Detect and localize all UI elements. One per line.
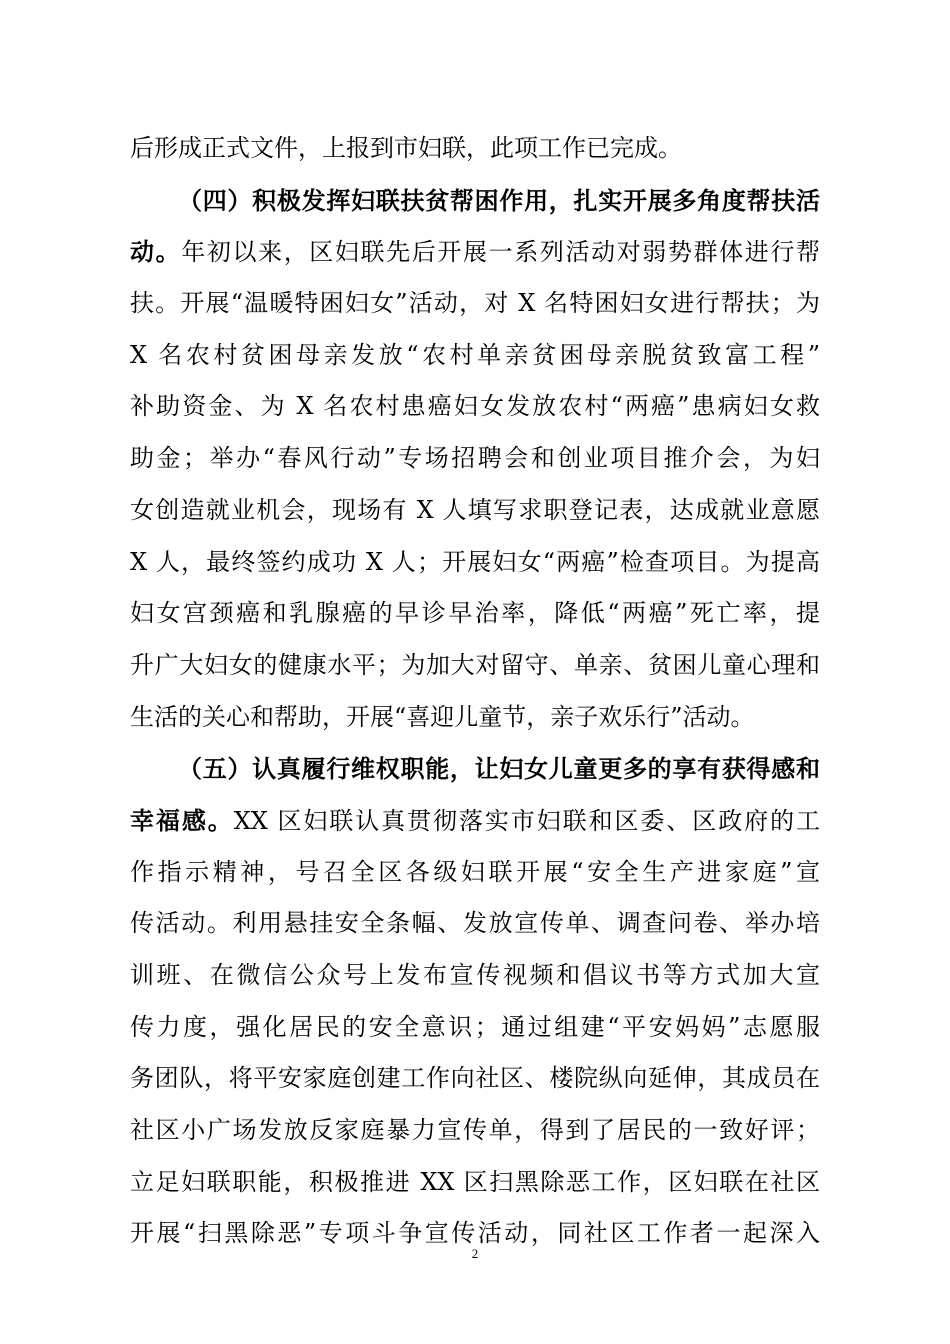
paragraph-line: 生活的关心和帮助，开展“喜迎儿童节，亲子欢乐行”活动。 bbox=[130, 702, 755, 731]
paragraph-line: X 人，最终签约成功 X 人；开展妇女“两癌”检查项目。为提高 bbox=[130, 547, 820, 576]
paragraph-text: 年初以来，区妇联先后开展一系列活动对弱势群体进行帮 bbox=[181, 238, 821, 267]
paragraph-line: X 名农村贫困母亲发放“农村单亲贫困母亲脱贫致富工程” bbox=[130, 340, 820, 369]
document-body bbox=[130, 123, 820, 1260]
section-heading-four-end: 动。 bbox=[130, 237, 182, 267]
paragraph-line: 务团队，将平安家庭创建工作向社区、楼院纵向延伸，其成员在 bbox=[130, 1064, 820, 1093]
paragraph-line: 开展“扫黑除恶”专项斗争宣传活动，同社区工作者一起深入 bbox=[130, 1219, 820, 1248]
paragraph-line: 训班、在微信公众号上发布宣传视频和倡议书等方式加大宣 bbox=[130, 961, 820, 989]
paragraph-line: 后形成正式文件，上报到市妇联，此项工作已完成。 bbox=[130, 134, 682, 162]
section-heading-four: （四）积极发挥妇联扶贫帮困作用，扎实开展多角度帮扶活 bbox=[178, 185, 820, 215]
paragraph-line: 妇女宫颈癌和乳腺癌的早诊早治率，降低“两癌”死亡率，提 bbox=[130, 599, 820, 628]
section-heading-five: （五）认真履行维权职能，让妇女儿童更多的享有获得感和 bbox=[178, 754, 820, 784]
section-heading-five-end: 幸福感。 bbox=[130, 805, 234, 835]
paragraph-line: 传力度，强化居民的安全意识；通过组建“平安妈妈”志愿服 bbox=[130, 1012, 820, 1041]
paragraph-line: 升广大妇女的健康水平；为加大对留守、单亲、贫困儿童心理和 bbox=[130, 650, 820, 679]
paragraph-line: 传活动。利用悬挂安全条幅、发放宣传单、调查问卷、举办培 bbox=[130, 909, 820, 938]
page-number: 2 bbox=[471, 1246, 479, 1261]
paragraph-line: 立足妇联职能，积极推进 XX 区扫黑除恶工作，区妇联在社区 bbox=[130, 1167, 820, 1196]
paragraph-line: 助金；举办“春风行动”专场招聘会和创业项目推介会，为妇 bbox=[130, 444, 820, 473]
paragraph-line: 作指示精神，号召全区各级妇联开展“安全生产进家庭”宣 bbox=[130, 857, 820, 886]
paragraph-line: 女创造就业机会，现场有 X 人填写求职登记表，达成就业意愿 bbox=[130, 495, 820, 524]
paragraph-line bbox=[130, 226, 820, 278]
paragraph-line bbox=[130, 795, 820, 847]
paragraph-line: 补助资金、为 X 名农村患癌妇女发放农村“两癌”患病妇女救 bbox=[130, 392, 820, 421]
paragraph-text: XX 区妇联认真贯彻落实市妇联和区委、区政府的工 bbox=[233, 806, 820, 835]
paragraph-line: 社区小广场发放反家庭暴力宣传单，得到了居民的一致好评； bbox=[130, 1116, 820, 1145]
paragraph-line: 扶。开展“温暖特困妇女”活动，对 X 名特困妇女进行帮扶；为 bbox=[130, 289, 820, 318]
